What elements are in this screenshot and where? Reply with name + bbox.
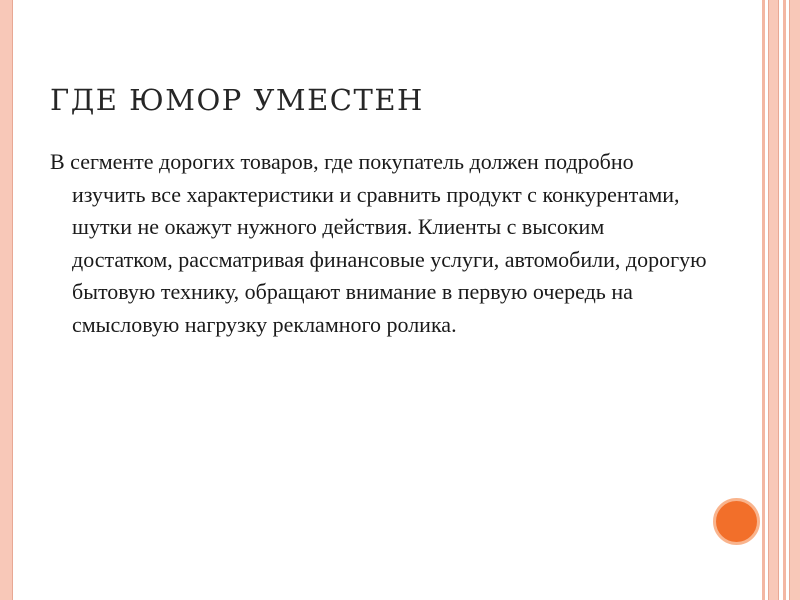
- right-frame-stripe: [789, 0, 800, 600]
- right-frame-stripe: [768, 0, 779, 600]
- right-frame-border: [762, 0, 800, 600]
- left-frame-border: [0, 0, 13, 600]
- slide-title: ГДЕ ЮМОР УМЕСТЕН: [50, 83, 424, 117]
- slide-body-text: В сегменте дорогих товаров, где покупатель должен подробно изучить все характеристики и сравнить продукт с конкурентами, шутки не окажут нужного действия. Клиенты с высоким достатком, рассматривая финансовые услуги, автомобили, дорогую бытовую технику, обращают внимание в первую очередь на смысловую нагрузку рекламного ролика.: [50, 149, 707, 337]
- right-frame-stripe: [783, 0, 786, 600]
- right-frame-stripe: [762, 0, 765, 600]
- decorative-circle-icon: [713, 498, 760, 545]
